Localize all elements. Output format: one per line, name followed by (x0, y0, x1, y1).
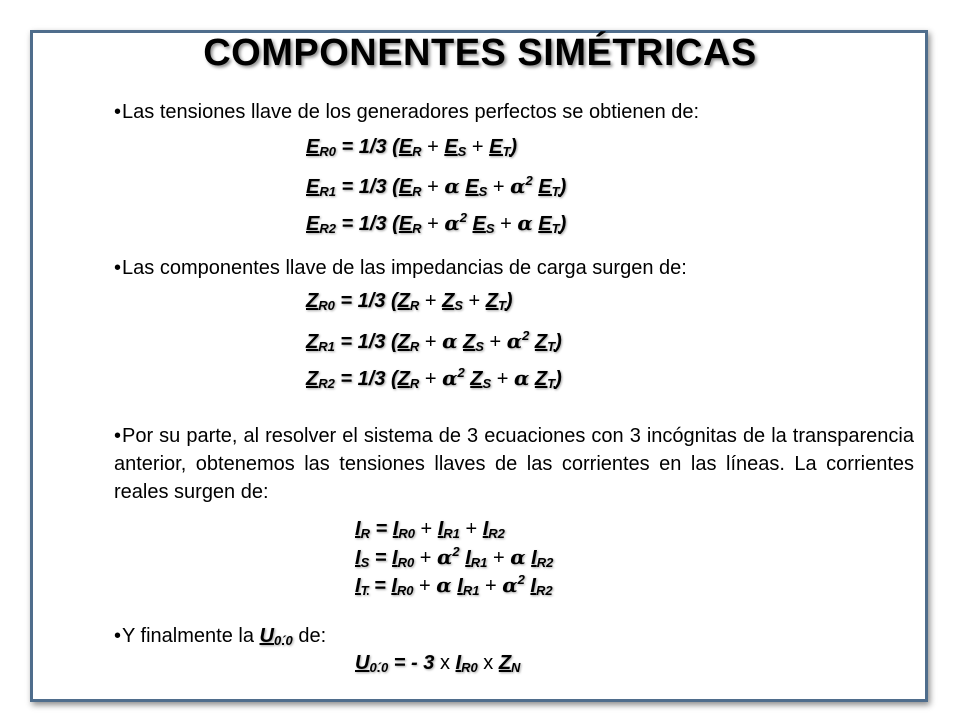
bullet: • (114, 625, 122, 647)
paragraph-text: Y finalmente la (122, 625, 260, 647)
bullet: • (114, 101, 122, 123)
equation-ir: $I_R = I_{R0} + I_{R1} + I_{R2}$ (355, 518, 505, 541)
bullet: • (114, 425, 122, 447)
paragraph-generator-voltages (114, 98, 914, 126)
paragraph-load-impedances (114, 254, 914, 282)
equation-is: $I_S = I_{R0} + \alpha^2$ $I_{R1} + \alpha$ $I_{R2}$ (355, 544, 554, 570)
paragraph-u00 (114, 622, 914, 655)
paragraph-line-currents (114, 422, 914, 506)
slide-title: COMPONENTES SIMÉTRICAS (203, 32, 757, 74)
equation-zr2: $Z_{R2} = 1/3$ ($Z_R + \alpha^2$ $Z_S + \alpha$ $Z_T$) (306, 365, 562, 391)
equation-u00: $U_{0´0}$ = - 3 x $I_{R0}$ x $Z_N$ (355, 652, 521, 675)
equation-zr1: $Z_{R1} = 1/3$ ($Z_R + \alpha$ $Z_S + \alpha^2$ $Z_T$) (306, 328, 562, 354)
bullet: • (114, 257, 122, 279)
equation-it: $I_T = I_{R0} + \alpha$ $I_{R1} + \alpha^2$ $I_{R2}$ (355, 572, 553, 598)
paragraph-text: de: (292, 625, 327, 647)
equation-er0: $E_{R0} = 1/3$ $(E_R + E_S + E_T)$ (306, 136, 518, 159)
paragraph-text: Por su parte, al resolver el sistema de 3 ecuaciones con 3 incógnitas de la transparencia anterior, obtenemos las tensiones llaves de las corrientes en las líneas. La corrientes reales surgen de: (114, 425, 914, 503)
u00-symbol: $U_{0´0}$ (259, 625, 293, 648)
paragraph-text: Las tensiones llave de los generadores perfectos se obtienen de: (122, 101, 700, 123)
equation-er2: $E_{R2} = 1/3$ ($E_R + \alpha^2$ $E_S + \alpha$ $E_T$) (306, 210, 567, 236)
paragraph-text: Las componentes llave de las impedancias de carga surgen de: (122, 257, 687, 279)
equation-er1: $E_{R1} = 1/3$ ($E_R + \alpha$ $E_S + \alpha^2$ $E_T$) (306, 173, 567, 199)
equation-zr0: $Z_{R0} = 1/3$ $(Z_R + Z_S + Z_T)$ (306, 290, 513, 313)
